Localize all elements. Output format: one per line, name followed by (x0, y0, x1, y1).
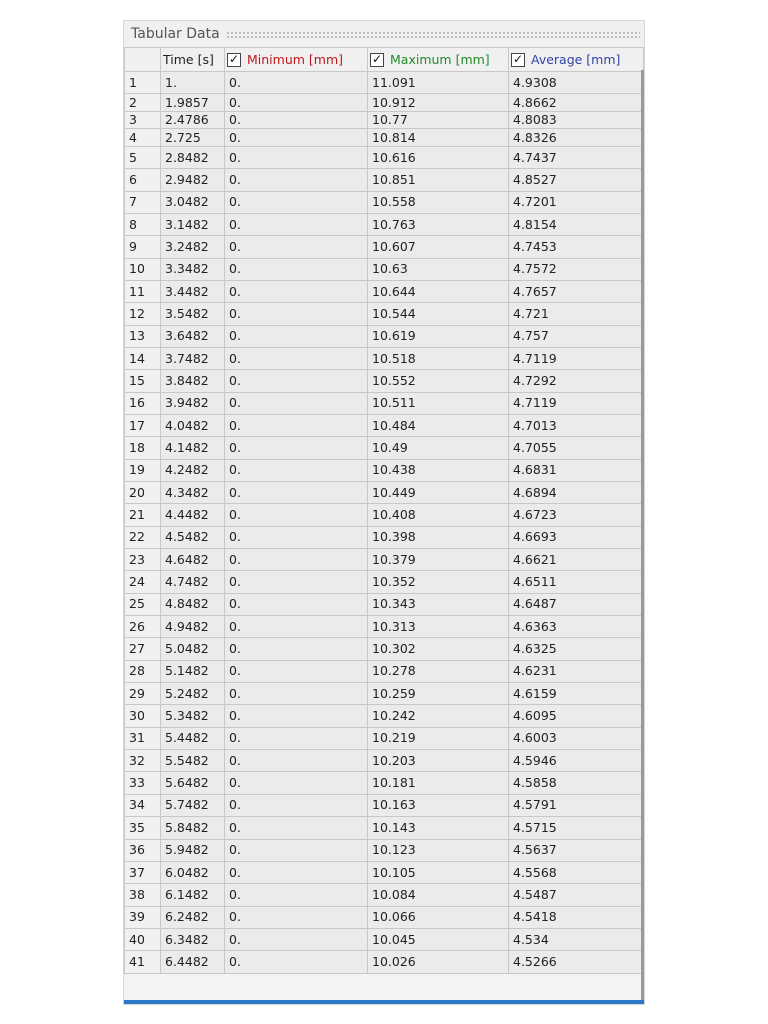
table-row[interactable] (125, 459, 644, 481)
average-cell[interactable]: 4.7292 (509, 370, 644, 392)
average-cell[interactable]: 4.7572 (509, 258, 644, 280)
minimum-cell[interactable]: 0. (225, 258, 368, 280)
maximum-checkbox[interactable] (370, 53, 384, 67)
maximum-cell[interactable]: 11.091 (368, 72, 509, 94)
row-number-cell[interactable]: 14 (125, 347, 161, 369)
table-row[interactable] (125, 111, 644, 129)
maximum-cell[interactable]: 10.219 (368, 727, 509, 749)
table-row[interactable] (125, 236, 644, 258)
table-row[interactable] (125, 928, 644, 950)
maximum-cell[interactable]: 10.026 (368, 951, 509, 973)
minimum-cell[interactable]: 0. (225, 169, 368, 191)
table-row[interactable] (125, 526, 644, 548)
row-number-cell[interactable]: 11 (125, 280, 161, 302)
minimum-cell[interactable]: 0. (225, 191, 368, 213)
average-cell[interactable]: 4.6511 (509, 571, 644, 593)
average-cell[interactable]: 4.534 (509, 928, 644, 950)
time-cell[interactable]: 4.0482 (161, 414, 225, 436)
maximum-cell[interactable]: 10.242 (368, 705, 509, 727)
time-column-label: Time [s] (163, 52, 214, 67)
minimum-cell[interactable]: 0. (225, 526, 368, 548)
table-row[interactable] (125, 884, 644, 906)
row-number-cell[interactable]: 16 (125, 392, 161, 414)
table-row[interactable] (125, 146, 644, 168)
maximum-cell[interactable]: 10.449 (368, 482, 509, 504)
minimum-cell[interactable]: 0. (225, 571, 368, 593)
table-row[interactable] (125, 750, 644, 772)
row-number-cell[interactable]: 37 (125, 861, 161, 883)
average-cell[interactable]: 4.7453 (509, 236, 644, 258)
maximum-cell[interactable]: 10.163 (368, 794, 509, 816)
minimum-checkbox[interactable] (227, 53, 241, 67)
maximum-cell[interactable]: 10.544 (368, 303, 509, 325)
time-cell[interactable]: 6.2482 (161, 906, 225, 928)
maximum-cell[interactable]: 10.438 (368, 459, 509, 481)
maximum-cell[interactable]: 10.49 (368, 437, 509, 459)
maximum-cell[interactable]: 10.278 (368, 660, 509, 682)
average-cell[interactable]: 4.5266 (509, 951, 644, 973)
time-cell[interactable]: 3.9482 (161, 392, 225, 414)
vertical-scrollbar[interactable] (641, 70, 644, 1000)
table-row[interactable] (125, 258, 644, 280)
maximum-cell[interactable]: 10.045 (368, 928, 509, 950)
maximum-cell[interactable]: 10.302 (368, 638, 509, 660)
table-row[interactable] (125, 660, 644, 682)
minimum-cell[interactable]: 0. (225, 303, 368, 325)
time-cell[interactable]: 3.4482 (161, 280, 225, 302)
row-number-cell[interactable]: 24 (125, 571, 161, 593)
table-row[interactable] (125, 906, 644, 928)
average-cell[interactable]: 4.6159 (509, 683, 644, 705)
time-cell[interactable]: 4.4482 (161, 504, 225, 526)
table-row[interactable] (125, 683, 644, 705)
row-number-cell[interactable]: 15 (125, 370, 161, 392)
minimum-cell[interactable]: 0. (225, 906, 368, 928)
time-column-header[interactable] (161, 48, 225, 72)
average-checkbox[interactable] (511, 53, 525, 67)
time-cell[interactable]: 4.3482 (161, 482, 225, 504)
maximum-cell[interactable]: 10.203 (368, 750, 509, 772)
maximum-cell[interactable]: 10.558 (368, 191, 509, 213)
maximum-cell[interactable]: 10.851 (368, 169, 509, 191)
time-cell[interactable]: 4.5482 (161, 526, 225, 548)
row-number-cell[interactable]: 32 (125, 750, 161, 772)
maximum-cell[interactable]: 10.644 (368, 280, 509, 302)
average-cell[interactable]: 4.7657 (509, 280, 644, 302)
time-cell[interactable]: 5.0482 (161, 638, 225, 660)
table-row[interactable] (125, 951, 644, 973)
time-cell[interactable]: 5.5482 (161, 750, 225, 772)
time-cell[interactable]: 4.8482 (161, 593, 225, 615)
row-number-cell[interactable]: 34 (125, 794, 161, 816)
table-row[interactable] (125, 638, 644, 660)
table-row[interactable] (125, 817, 644, 839)
table-row[interactable] (125, 794, 644, 816)
check-icon: ✓ (371, 52, 383, 67)
row-number-cell[interactable]: 22 (125, 526, 161, 548)
average-cell[interactable]: 4.721 (509, 303, 644, 325)
time-cell[interactable]: 5.4482 (161, 727, 225, 749)
average-cell[interactable]: 4.5418 (509, 906, 644, 928)
average-cell[interactable]: 4.5946 (509, 750, 644, 772)
row-number-header (125, 48, 161, 72)
table-row[interactable] (125, 616, 644, 638)
table-body (125, 72, 644, 974)
row-number-cell[interactable]: 39 (125, 906, 161, 928)
minimum-cell[interactable]: 0. (225, 951, 368, 973)
table-row[interactable] (125, 280, 644, 302)
minimum-cell[interactable]: 0. (225, 437, 368, 459)
row-number-cell[interactable]: 10 (125, 258, 161, 280)
table-row[interactable] (125, 191, 644, 213)
minimum-cell[interactable]: 0. (225, 280, 368, 302)
table-row[interactable] (125, 325, 644, 347)
row-number-cell[interactable]: 3 (125, 111, 161, 129)
minimum-cell[interactable]: 0. (225, 129, 368, 147)
table-row[interactable] (125, 504, 644, 526)
minimum-cell[interactable]: 0. (225, 111, 368, 129)
time-cell[interactable]: 2.9482 (161, 169, 225, 191)
row-number-cell[interactable]: 5 (125, 146, 161, 168)
time-cell[interactable]: 3.0482 (161, 191, 225, 213)
average-cell[interactable]: 4.6487 (509, 593, 644, 615)
average-cell[interactable]: 4.5568 (509, 861, 644, 883)
minimum-cell[interactable]: 0. (225, 414, 368, 436)
average-cell[interactable]: 4.7437 (509, 146, 644, 168)
time-cell[interactable]: 4.7482 (161, 571, 225, 593)
check-icon: ✓ (228, 52, 240, 67)
average-cell[interactable]: 4.8326 (509, 129, 644, 147)
minimum-cell[interactable]: 0. (225, 839, 368, 861)
row-number-cell[interactable]: 35 (125, 817, 161, 839)
row-number-cell[interactable]: 23 (125, 549, 161, 571)
table-row[interactable] (125, 303, 644, 325)
time-cell[interactable]: 4.9482 (161, 616, 225, 638)
time-cell[interactable]: 5.6482 (161, 772, 225, 794)
minimum-cell[interactable]: 0. (225, 616, 368, 638)
time-cell[interactable]: 6.1482 (161, 884, 225, 906)
average-cell[interactable]: 4.8662 (509, 94, 644, 112)
row-number-cell[interactable]: 18 (125, 437, 161, 459)
time-cell[interactable]: 4.6482 (161, 549, 225, 571)
average-cell[interactable]: 4.7201 (509, 191, 644, 213)
table-row[interactable] (125, 861, 644, 883)
time-cell[interactable]: 3.6482 (161, 325, 225, 347)
time-cell[interactable]: 2.4786 (161, 111, 225, 129)
minimum-cell[interactable]: 0. (225, 549, 368, 571)
average-cell[interactable]: 4.5637 (509, 839, 644, 861)
average-cell[interactable]: 4.8154 (509, 213, 644, 235)
row-number-cell[interactable]: 26 (125, 616, 161, 638)
minimum-cell[interactable]: 0. (225, 459, 368, 481)
average-column-header[interactable] (509, 48, 644, 72)
average-cell[interactable]: 4.6723 (509, 504, 644, 526)
maximum-cell[interactable]: 10.379 (368, 549, 509, 571)
time-cell[interactable]: 5.2482 (161, 683, 225, 705)
maximum-cell[interactable]: 10.123 (368, 839, 509, 861)
average-cell[interactable]: 4.5487 (509, 884, 644, 906)
table-row[interactable] (125, 839, 644, 861)
time-cell[interactable]: 4.2482 (161, 459, 225, 481)
table-row[interactable] (125, 705, 644, 727)
minimum-cell[interactable]: 0. (225, 750, 368, 772)
table-row[interactable] (125, 772, 644, 794)
time-cell[interactable]: 1. (161, 72, 225, 94)
maximum-column-label: Maximum [mm] (390, 51, 490, 67)
row-number-cell[interactable]: 20 (125, 482, 161, 504)
minimum-cell[interactable]: 0. (225, 593, 368, 615)
time-cell[interactable]: 3.7482 (161, 347, 225, 369)
row-number-cell[interactable]: 29 (125, 683, 161, 705)
table-row[interactable] (125, 727, 644, 749)
row-number-cell[interactable]: 7 (125, 191, 161, 213)
row-number-cell[interactable]: 9 (125, 236, 161, 258)
row-number-cell[interactable]: 12 (125, 303, 161, 325)
minimum-cell[interactable]: 0. (225, 146, 368, 168)
panel-title: Tabular Data (131, 26, 220, 42)
time-cell[interactable]: 5.7482 (161, 794, 225, 816)
maximum-cell[interactable]: 10.552 (368, 370, 509, 392)
time-cell[interactable]: 3.5482 (161, 303, 225, 325)
average-cell[interactable]: 4.6325 (509, 638, 644, 660)
average-cell[interactable]: 4.7013 (509, 414, 644, 436)
maximum-cell[interactable]: 10.343 (368, 593, 509, 615)
minimum-cell[interactable]: 0. (225, 928, 368, 950)
minimum-cell[interactable]: 0. (225, 236, 368, 258)
time-cell[interactable]: 6.0482 (161, 861, 225, 883)
table-row[interactable] (125, 169, 644, 191)
maximum-cell[interactable]: 10.143 (368, 817, 509, 839)
time-cell[interactable]: 6.3482 (161, 928, 225, 950)
average-cell[interactable]: 4.6693 (509, 526, 644, 548)
average-cell[interactable]: 4.6894 (509, 482, 644, 504)
maximum-cell[interactable]: 10.912 (368, 94, 509, 112)
minimum-cell[interactable]: 0. (225, 72, 368, 94)
table-row[interactable] (125, 571, 644, 593)
bottom-selection-bar (124, 1000, 644, 1004)
row-number-cell[interactable]: 33 (125, 772, 161, 794)
tabular-data-panel (123, 20, 645, 1005)
maximum-cell[interactable]: 10.259 (368, 683, 509, 705)
average-cell[interactable]: 4.8083 (509, 111, 644, 129)
maximum-cell[interactable]: 10.066 (368, 906, 509, 928)
maximum-cell[interactable]: 10.763 (368, 213, 509, 235)
average-cell[interactable]: 4.6003 (509, 727, 644, 749)
table-row[interactable] (125, 437, 644, 459)
maximum-cell[interactable]: 10.484 (368, 414, 509, 436)
maximum-cell[interactable]: 10.511 (368, 392, 509, 414)
table-row[interactable] (125, 593, 644, 615)
time-cell[interactable]: 3.1482 (161, 213, 225, 235)
minimum-cell[interactable]: 0. (225, 705, 368, 727)
maximum-cell[interactable]: 10.105 (368, 861, 509, 883)
minimum-cell[interactable]: 0. (225, 347, 368, 369)
minimum-cell[interactable]: 0. (225, 482, 368, 504)
maximum-cell[interactable]: 10.408 (368, 504, 509, 526)
minimum-column-header[interactable] (225, 48, 368, 72)
average-cell[interactable]: 4.757 (509, 325, 644, 347)
time-cell[interactable]: 5.9482 (161, 839, 225, 861)
average-cell[interactable]: 4.7055 (509, 437, 644, 459)
table-row[interactable] (125, 370, 644, 392)
row-number-cell[interactable]: 27 (125, 638, 161, 660)
minimum-cell[interactable]: 0. (225, 660, 368, 682)
time-cell[interactable]: 5.1482 (161, 660, 225, 682)
average-cell[interactable]: 4.6831 (509, 459, 644, 481)
row-number-cell[interactable]: 6 (125, 169, 161, 191)
minimum-cell[interactable]: 0. (225, 861, 368, 883)
average-cell[interactable]: 4.5858 (509, 772, 644, 794)
row-number-cell[interactable]: 4 (125, 129, 161, 147)
minimum-cell[interactable]: 0. (225, 683, 368, 705)
row-number-cell[interactable]: 8 (125, 213, 161, 235)
minimum-cell[interactable]: 0. (225, 504, 368, 526)
maximum-cell[interactable]: 10.77 (368, 111, 509, 129)
row-number-cell[interactable]: 19 (125, 459, 161, 481)
maximum-cell[interactable]: 10.63 (368, 258, 509, 280)
time-cell[interactable]: 4.1482 (161, 437, 225, 459)
average-cell[interactable]: 4.6363 (509, 616, 644, 638)
maximum-cell[interactable]: 10.084 (368, 884, 509, 906)
row-number-cell[interactable]: 28 (125, 660, 161, 682)
time-cell[interactable]: 5.3482 (161, 705, 225, 727)
average-cell[interactable]: 4.6231 (509, 660, 644, 682)
row-number-cell[interactable]: 17 (125, 414, 161, 436)
average-cell[interactable]: 4.5791 (509, 794, 644, 816)
table-row[interactable] (125, 72, 644, 94)
table-row[interactable] (125, 347, 644, 369)
row-number-cell[interactable]: 21 (125, 504, 161, 526)
minimum-cell[interactable]: 0. (225, 817, 368, 839)
panel-title-bar[interactable] (124, 21, 644, 47)
maximum-cell[interactable]: 10.619 (368, 325, 509, 347)
average-cell[interactable]: 4.7119 (509, 392, 644, 414)
table-row[interactable] (125, 213, 644, 235)
time-cell[interactable]: 6.4482 (161, 951, 225, 973)
row-number-cell[interactable]: 25 (125, 593, 161, 615)
time-cell[interactable]: 2.8482 (161, 146, 225, 168)
maximum-cell[interactable]: 10.398 (368, 526, 509, 548)
average-column-label: Average [mm] (531, 51, 621, 67)
maximum-cell[interactable]: 10.352 (368, 571, 509, 593)
row-number-cell[interactable]: 13 (125, 325, 161, 347)
time-cell[interactable]: 5.8482 (161, 817, 225, 839)
maximum-cell[interactable]: 10.518 (368, 347, 509, 369)
minimum-cell[interactable]: 0. (225, 794, 368, 816)
row-number-cell[interactable]: 30 (125, 705, 161, 727)
minimum-cell[interactable]: 0. (225, 213, 368, 235)
average-cell[interactable]: 4.8527 (509, 169, 644, 191)
minimum-cell[interactable]: 0. (225, 727, 368, 749)
time-cell[interactable]: 3.3482 (161, 258, 225, 280)
minimum-cell[interactable]: 0. (225, 370, 368, 392)
maximum-cell[interactable]: 10.181 (368, 772, 509, 794)
average-cell[interactable]: 4.5715 (509, 817, 644, 839)
minimum-cell[interactable]: 0. (225, 638, 368, 660)
minimum-cell[interactable]: 0. (225, 94, 368, 112)
row-number-cell[interactable]: 36 (125, 839, 161, 861)
table-row[interactable] (125, 129, 644, 147)
minimum-cell[interactable]: 0. (225, 325, 368, 347)
row-number-cell[interactable]: 40 (125, 928, 161, 950)
time-cell[interactable]: 3.2482 (161, 236, 225, 258)
time-cell[interactable]: 2.725 (161, 129, 225, 147)
time-cell[interactable]: 1.9857 (161, 94, 225, 112)
minimum-cell[interactable]: 0. (225, 772, 368, 794)
row-number-cell[interactable]: 31 (125, 727, 161, 749)
table-row[interactable] (125, 549, 644, 571)
panel-drag-grip[interactable] (226, 31, 640, 38)
row-number-cell[interactable]: 2 (125, 94, 161, 112)
table-header-row (125, 48, 644, 72)
table-row[interactable] (125, 482, 644, 504)
check-icon: ✓ (512, 52, 524, 67)
minimum-column-label: Minimum [mm] (247, 51, 344, 67)
minimum-cell[interactable]: 0. (225, 392, 368, 414)
table-row[interactable] (125, 414, 644, 436)
maximum-cell[interactable]: 10.814 (368, 129, 509, 147)
average-cell[interactable]: 4.7119 (509, 347, 644, 369)
maximum-cell[interactable]: 10.607 (368, 236, 509, 258)
minimum-cell[interactable]: 0. (225, 884, 368, 906)
average-cell[interactable]: 4.9308 (509, 72, 644, 94)
data-table (124, 47, 644, 974)
time-cell[interactable]: 3.8482 (161, 370, 225, 392)
row-number-cell[interactable]: 38 (125, 884, 161, 906)
row-number-cell[interactable]: 41 (125, 951, 161, 973)
average-cell[interactable]: 4.6621 (509, 549, 644, 571)
table-row[interactable] (125, 392, 644, 414)
maximum-cell[interactable]: 10.616 (368, 146, 509, 168)
row-number-cell[interactable]: 1 (125, 72, 161, 94)
average-cell[interactable]: 4.6095 (509, 705, 644, 727)
maximum-column-header[interactable] (368, 48, 509, 72)
maximum-cell[interactable]: 10.313 (368, 616, 509, 638)
table-row[interactable] (125, 94, 644, 112)
